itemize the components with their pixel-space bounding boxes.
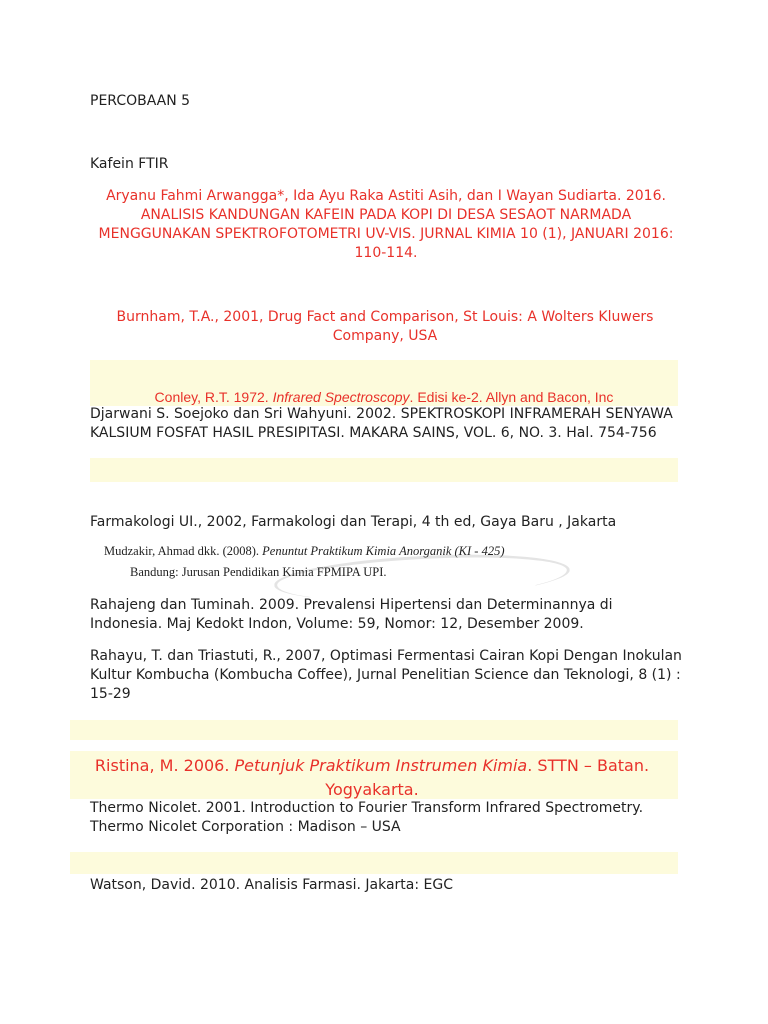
page-heading: PERCOBAAN 5: [90, 93, 191, 109]
conley-title: Infrared Spectroscopy: [272, 389, 410, 405]
mudzakir-title: Penuntut Praktikum Kimia Anorganik (KI - 425): [262, 544, 505, 558]
highlight-band-thermo-end: [70, 852, 678, 874]
reference-watson: Watson, David. 2010. Analisis Farmasi. Jakarta: EGC: [90, 877, 454, 893]
reference-ristina: [92, 754, 652, 802]
mudzakir-line-1: [104, 542, 504, 560]
reference-burnham: Burnham, T.A., 2001, Drug Fact and Comparison, St Louis: A Wolters Kluwers Company, USA: [116, 309, 654, 344]
ristina-author: Ristina, M. 2006.: [94, 756, 235, 775]
scanned-reference-mudzakir: [104, 540, 505, 584]
reference-rahajeng: Rahajeng dan Tuminah. 2009. Prevalensi Hipertensi dan Determinannya di Indonesia. Maj Kedokt Indon, Volume: 59, Nomor: 12, Desember 2009.: [90, 597, 613, 632]
mudzakir-author: Mudzakir, Ahmad dkk. (2008).: [104, 544, 263, 558]
conley-publisher: . Edisi ke-2. Allyn and Bacon, Inc: [409, 389, 614, 405]
mudzakir-line-2: Bandung: Jurusan Pendidikan Kimia FPMIPA UPI.: [130, 565, 387, 579]
ristina-publisher: . STTN – Batan. Yogyakarta.: [325, 756, 650, 799]
reference-djarwani: Djarwani S. Soejoko dan Sri Wahyuni. 2002. SPEKTROSKOPI INFRAMERAH SENYAWA KALSIUM FOSFAT HASIL PRESIPITASI. MAKARA SAINS, VOL. 6, NO. 3. Hal. 754-756: [90, 406, 673, 441]
reference-farmakologi: Farmakologi UI., 2002, Farmakologi dan Terapi, 4 th ed, Gaya Baru , Jakarta: [90, 514, 617, 530]
reference-rahayu: Rahayu, T. dan Triastuti, R., 2007, Optimasi Fermentasi Cairan Kopi Dengan Inokulan Kultur Kombucha (Kombucha Coffee), Jurnal Penelitian Science dan Teknologi, 8 (1) : 15-29: [90, 648, 682, 702]
reference-thermo: Thermo Nicolet. 2001. Introduction to Fourier Transform Infrared Spectrometry. Thermo Nicolet Corporation : Madison – USA: [90, 800, 644, 835]
highlight-band-djarwani-end: [90, 458, 678, 482]
section-subheading: Kafein FTIR: [90, 156, 169, 172]
reference-aryanu: Aryanu Fahmi Arwangga*, Ida Ayu Raka Astiti Asih, dan I Wayan Sudiarta. 2016. ANALISIS KANDUNGAN KAFEIN PADA KOPI DI DESA SESAOT NARMADA MENGGUNAKAN SPEKTROFOTOMETRI UV-VIS. JURNAL KIMIA 10 (1), JANUARI 2016: 110-114.: [98, 188, 674, 261]
highlight-band-rahayu-end: [70, 720, 678, 740]
conley-author: Conley, R.T. 1972.: [154, 389, 273, 405]
ristina-title: Petunjuk Praktikum Instrumen Kimia: [234, 756, 528, 775]
